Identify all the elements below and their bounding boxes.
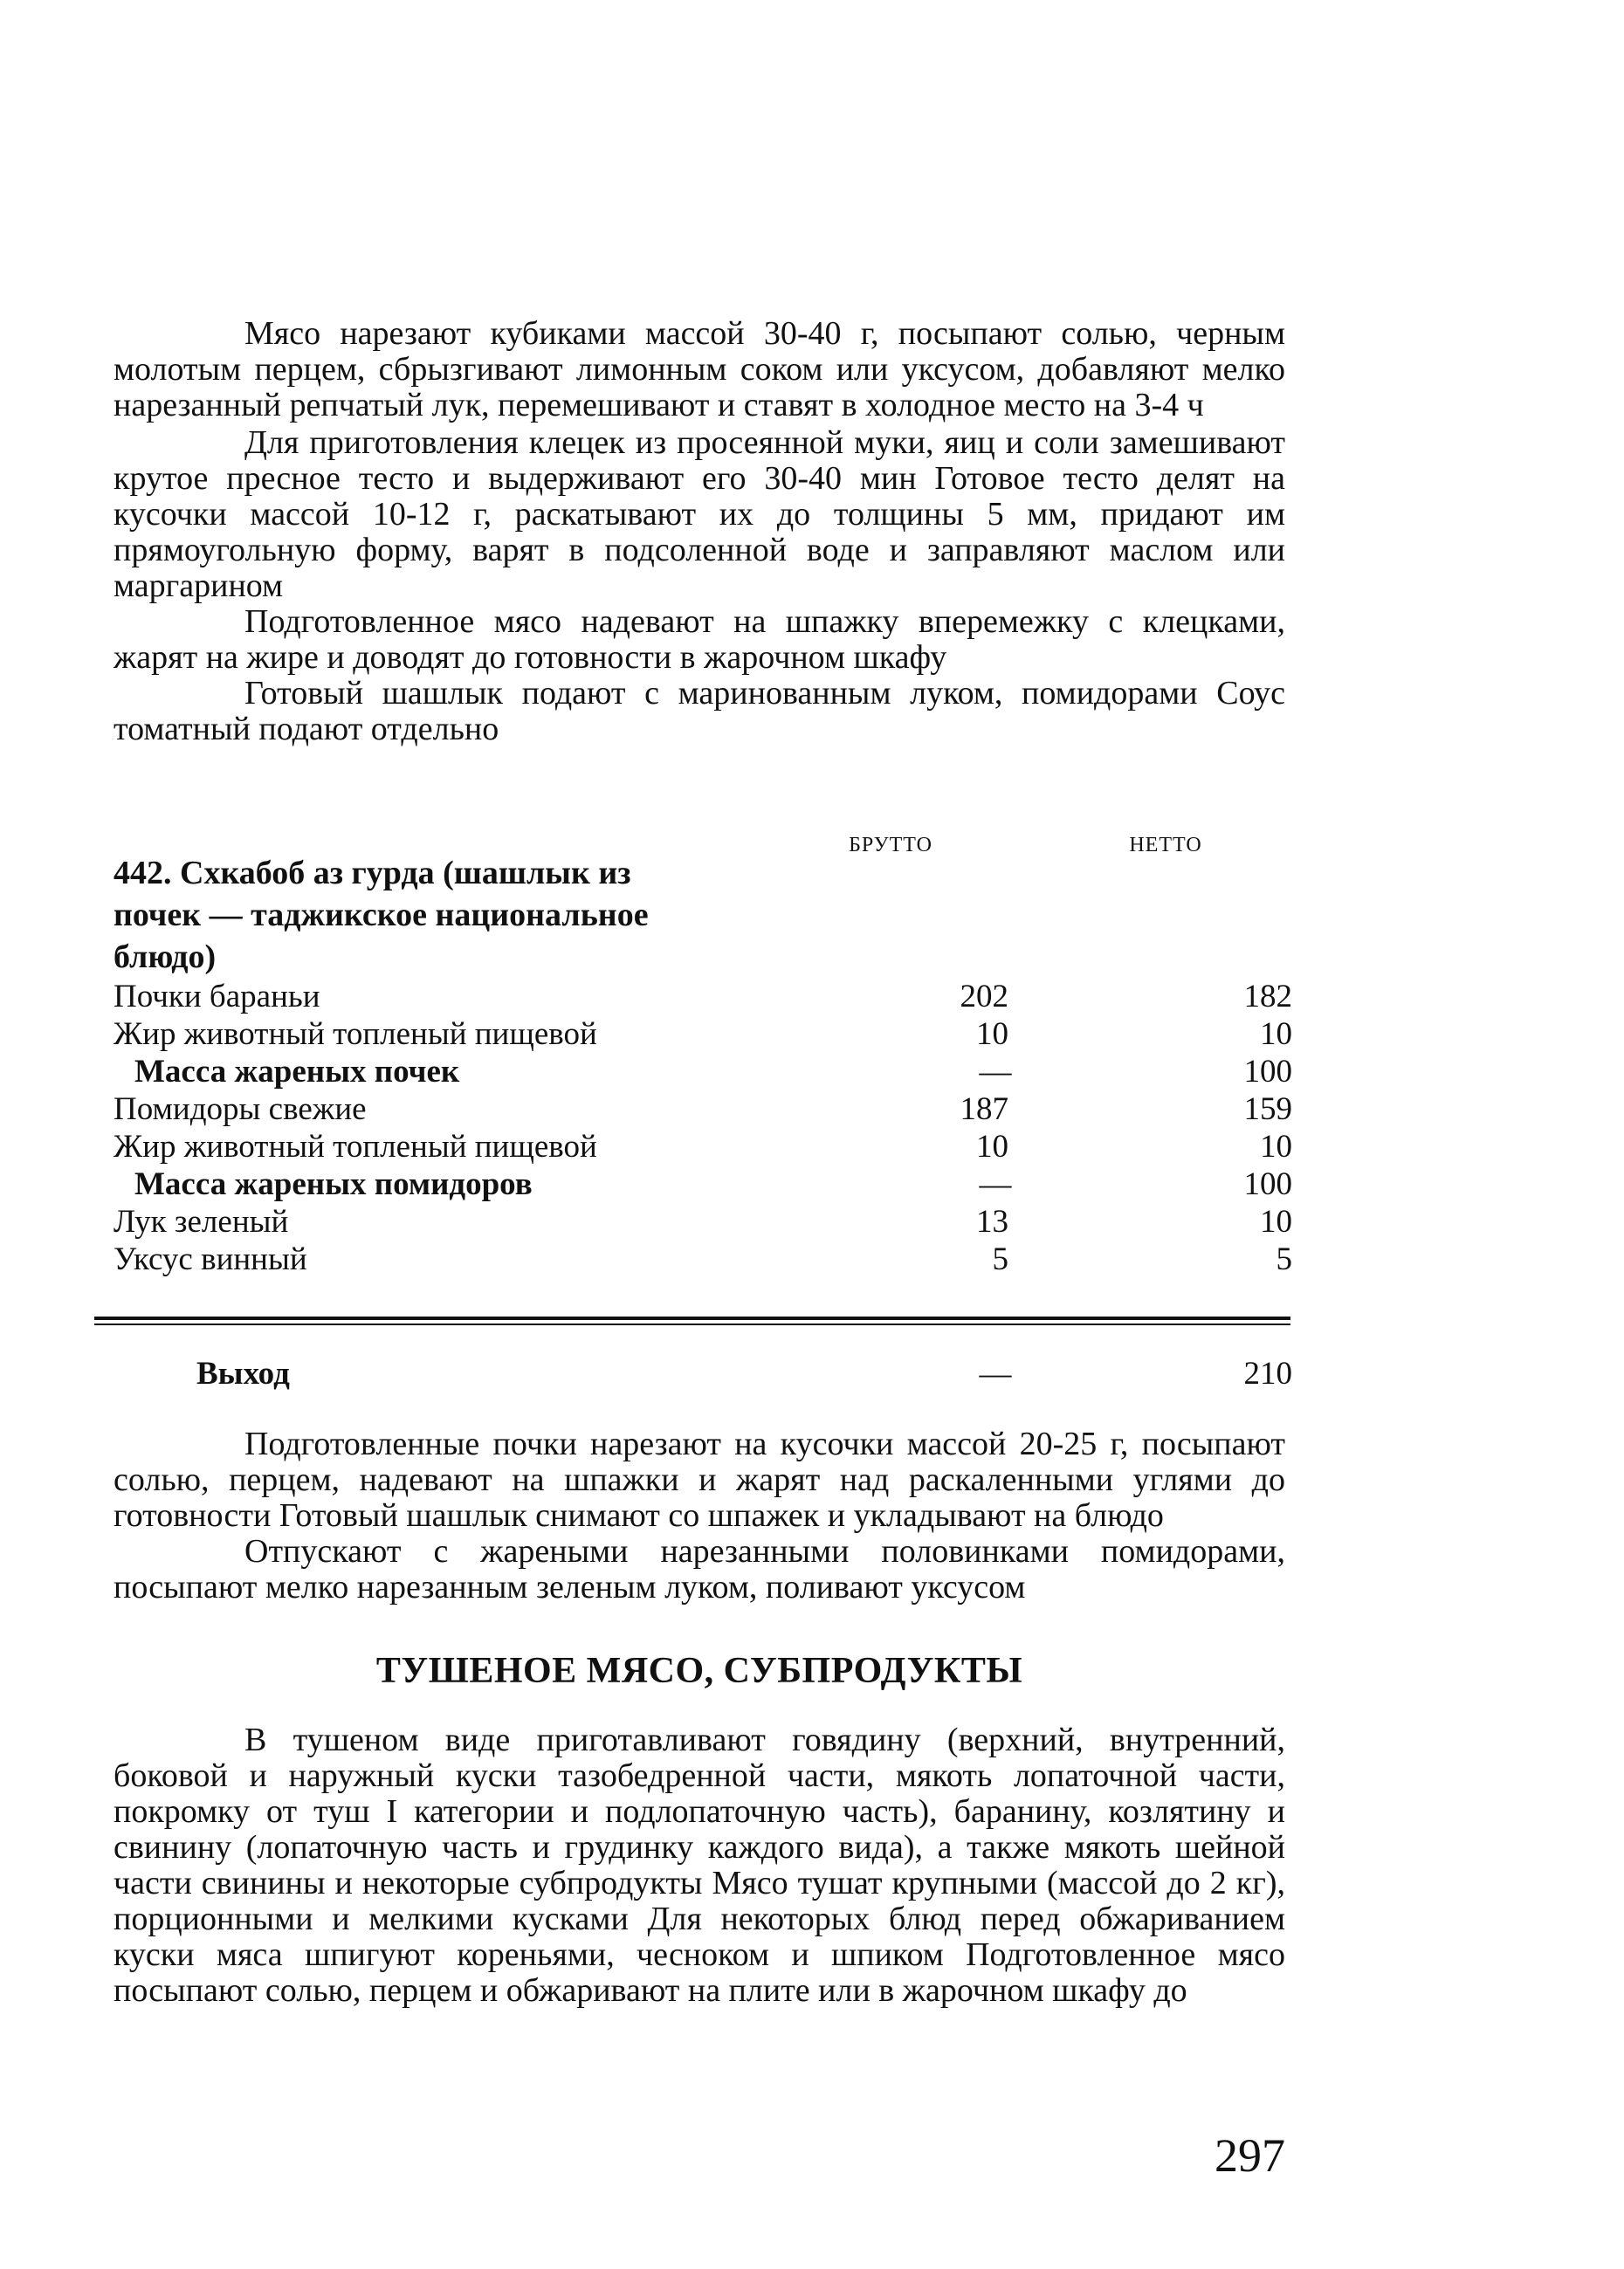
ingredient-brutto: 187 <box>960 1091 1008 1127</box>
section-paragraph: В тушеном виде приготавливают говядину (верхний, внутренний, боковой и наружный куски тазобедренной части, мякоть лопаточной части, покромку от туш I категории и подлопаточную часть), баранину, козлятину и свинину (лопаточную часть и грудинку каждого вида), а также мякоть шейной части свинины и некоторые субпродукты Мясо тушат крупными (массой до 2 кг), порционными и мелкими кусками Для некоторых блюд перед обжариванием куски мяса шпигуют кореньями, чесноком и шпиком Подготовленное мясо посыпают солью, перцем и обжаривают на плите или в жарочном шкафу до <box>114 1722 1285 2009</box>
intro-text <box>114 316 1285 747</box>
ingredient-brutto: 13 <box>976 1204 1008 1240</box>
ingredient-row-subtotal <box>114 1165 1292 1203</box>
ingredient-row <box>114 1128 1292 1165</box>
ingredient-name: Уксус винный <box>114 1241 307 1277</box>
ingredient-row <box>114 1241 1292 1278</box>
column-header-brutto: БРУТТО <box>849 834 932 856</box>
ingredient-name: Жир животный топленый пищевой <box>114 1129 597 1165</box>
instructions-paragraph-2: Отпускают с жареными нарезанными половинками помидорами, посыпают мелко нарезанным зеленым луком, поливают уксусом <box>114 1533 1285 1605</box>
ingredient-brutto: 10 <box>976 1016 1008 1052</box>
ingredient-row <box>114 1015 1292 1053</box>
ingredient-netto: 5 <box>1276 1241 1292 1277</box>
intro-paragraph-3: Подготовленное мясо надевают на шпажку вперемежку с клецками, жарят на жире и доводят до готовности в жарочном шкафу <box>114 603 1285 676</box>
ingredient-row <box>114 1090 1292 1128</box>
intro-paragraph-2: Для приготовления клецек из просеянной муки, яиц и соли замешивают крутое пресное тесто и выдерживают его 30-40 мин Готовое тесто делят на кусочки массой 10-12 г, раскатывают их до толщины 5 мм, придают им прямоугольную форму, варят в подсоленной воде и заправляют маслом или маргарином <box>114 424 1285 604</box>
yield-row <box>114 1355 1292 1393</box>
ingredient-brutto: 10 <box>976 1129 1008 1165</box>
ingredient-name: Лук зеленый <box>114 1204 289 1240</box>
ingredient-name: Масса жареных помидоров <box>134 1166 533 1202</box>
intro-paragraph-4: Готовый шашлык подают с маринованным луком, помидорами Соус томатный подают отдельно <box>114 675 1285 747</box>
yield-netto: 210 <box>1243 1356 1292 1392</box>
yield-label: Выход <box>196 1356 290 1392</box>
ingredient-netto: 10 <box>1260 1129 1292 1165</box>
ingredient-name: Почки бараньи <box>114 979 320 1014</box>
ingredient-brutto: 202 <box>960 979 1008 1014</box>
recipe-title: 442. Схкабоб аз гурда (шашлык из почек — таджикское национальное блюдо) <box>114 855 649 975</box>
ingredient-brutto: — <box>979 1054 1012 1090</box>
ingredient-brutto: — <box>979 1166 1012 1202</box>
table-divider <box>94 1317 1290 1320</box>
section-heading: ТУШЕНОЕ МЯСО, СУБПРОДУКТЫ <box>375 1651 1023 1691</box>
ingredient-name: Жир животный топленый пищевой <box>114 1016 597 1052</box>
ingredient-netto: 182 <box>1243 979 1292 1014</box>
yield-brutto: — <box>979 1356 1012 1392</box>
column-header-netto: НЕТТО <box>1129 834 1202 856</box>
page-number: 297 <box>1215 2129 1285 2182</box>
ingredient-name: Масса жареных почек <box>134 1054 460 1090</box>
instructions-paragraph-1: Подготовленные почки нарезают на кусочки массой 20-25 г, посыпают солью, перцем, надевают на шпажки и жарят над раскаленными углями до готовности Готовый шашлык снимают со шпажек и укладывают на блюдо <box>114 1426 1285 1534</box>
instructions-text <box>114 1427 1285 1605</box>
ingredient-table <box>114 978 1292 1278</box>
ingredient-row <box>114 978 1292 1015</box>
ingredient-netto: 10 <box>1260 1016 1292 1052</box>
ingredient-row-subtotal <box>114 1053 1292 1090</box>
intro-paragraph-1: Мясо нарезают кубиками массой 30-40 г, посыпают солью, черным молотым перцем, сбрызгивают лимонным соком или уксусом, добавляют мелко нарезанный репчатый лук, перемешивают и ставят в холодное место на 3-4 ч <box>114 315 1285 423</box>
ingredient-netto: 100 <box>1243 1054 1292 1090</box>
ingredient-name: Помидоры свежие <box>114 1091 367 1127</box>
ingredient-netto: 159 <box>1243 1091 1292 1127</box>
ingredient-netto: 100 <box>1243 1166 1292 1202</box>
ingredient-brutto: 5 <box>992 1241 1008 1277</box>
table-divider-thin <box>94 1324 1290 1325</box>
ingredient-row <box>114 1203 1292 1241</box>
ingredient-netto: 10 <box>1260 1204 1292 1240</box>
section-text <box>114 1722 1285 2009</box>
